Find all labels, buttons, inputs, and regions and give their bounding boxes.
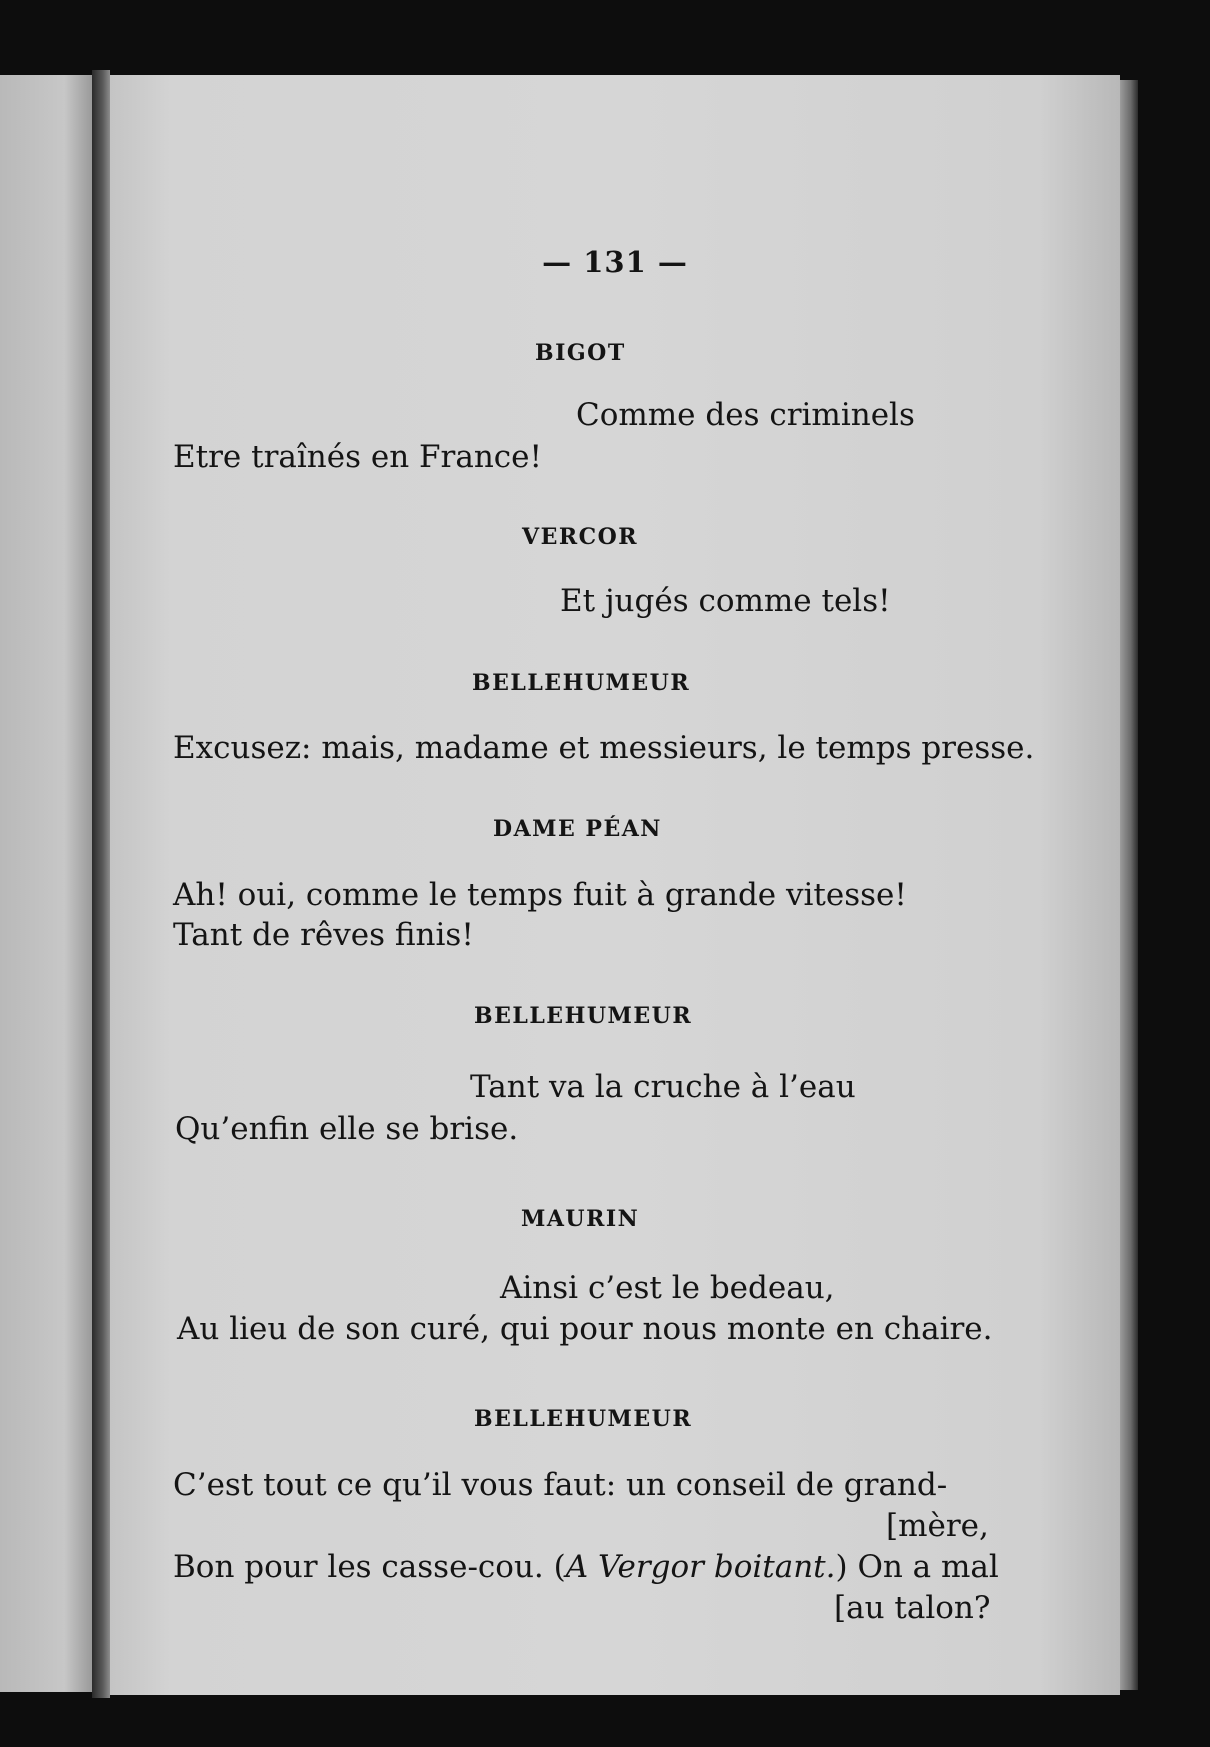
verse-line: C’est tout ce qu’il vous faut: un conseil de grand- <box>173 1467 948 1503</box>
facing-page-edge <box>0 75 92 1692</box>
verse-line: Ah! oui, comme le temps fuit à grande vitesse! <box>173 877 907 913</box>
book-page <box>110 75 1120 1695</box>
stage-direction: A Vergor boitant. <box>565 1549 836 1585</box>
speaker-bigot: BIGOT <box>535 340 626 366</box>
verse-text: Bon pour les casse-cou. ( <box>173 1549 566 1585</box>
speaker-vercor: VERCOR <box>522 524 639 550</box>
verse-line: Tant va la cruche à l’eau <box>470 1069 856 1105</box>
speaker-bellehumeur: BELLEHUMEUR <box>472 670 691 696</box>
verse-line: Comme des criminels <box>576 397 915 433</box>
verse-line: Et jugés comme tels! <box>560 583 891 619</box>
speaker-maurin: MAURIN <box>521 1206 640 1232</box>
verse-line: Ainsi c’est le bedeau, <box>500 1270 835 1306</box>
verse-text: ) On a mal <box>835 1549 999 1585</box>
speaker-bellehumeur: BELLEHUMEUR <box>474 1406 693 1432</box>
verse-line <box>173 1549 999 1585</box>
speaker-dame-pean: DAME PÉAN <box>493 816 662 842</box>
verse-line: Au lieu de son curé, qui pour nous monte en chaire. <box>177 1311 993 1347</box>
page-number: — 131 — <box>542 245 688 279</box>
page-edge-shadow <box>1120 80 1138 1690</box>
verse-line-continuation: [mère, <box>886 1508 989 1544</box>
verse-line: Tant de rêves finis! <box>173 917 474 953</box>
verse-line: Etre traînés en France! <box>173 439 542 475</box>
verse-line: Excusez: mais, madame et messieurs, le temps presse. <box>173 730 1035 766</box>
verse-line-continuation: [au talon? <box>834 1590 991 1626</box>
verse-line: Qu’enfin elle se brise. <box>175 1111 519 1147</box>
book-gutter <box>92 70 110 1698</box>
speaker-bellehumeur: BELLEHUMEUR <box>474 1003 693 1029</box>
